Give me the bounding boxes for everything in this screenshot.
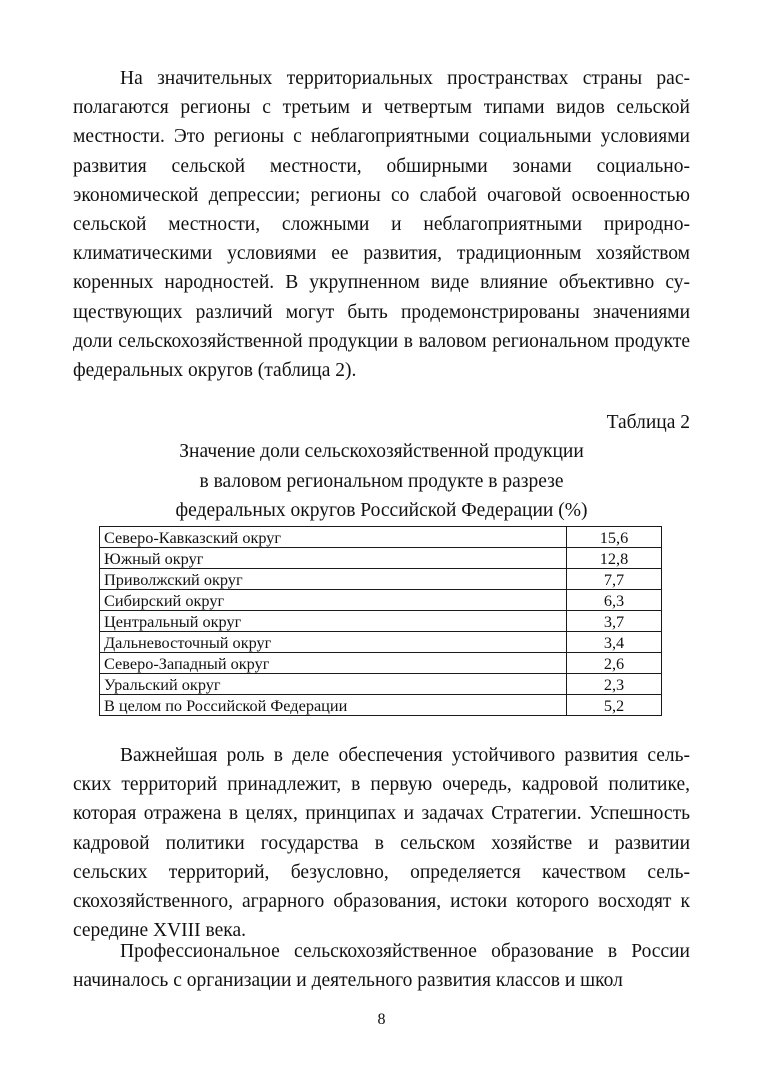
value-cell: 5,2 [567,695,662,716]
region-cell: Северо-Западный округ [100,653,567,674]
agri-share-table [99,526,662,716]
region-cell: Центральный округ [100,611,567,632]
region-cell: Сибирский округ [100,590,567,611]
table-row [100,548,662,569]
region-cell: Северо-Кавказский округ [100,527,567,548]
table-row [100,632,662,653]
table-row [100,527,662,548]
region-cell: Дальневосточный округ [100,632,567,653]
value-cell: 6,3 [567,590,662,611]
table-row [100,569,662,590]
table-row [100,611,662,632]
paragraph-personnel-policy: Важнейшая роль в деле обеспечения устойчивого развития сельских территорий принадлежит, в первую очередь, кадровой политике, которая отражена в целях, принципах и задачах Стратегии. Успешность кадровой политики государства в сельском хозяйстве и развитии сельских территорий, безусловно, определяется качеством сельскохозяйственного, аграрного образования, истоки которого восходят к середине XVIII века. [73,745,690,942]
table-caption [73,437,690,526]
value-cell: 7,7 [567,569,662,590]
table-row [100,653,662,674]
region-cell: В целом по Российской Федерации [100,695,567,716]
value-cell: 2,6 [567,653,662,674]
region-cell: Уральский округ [100,674,567,695]
table-row [100,674,662,695]
value-cell: 3,4 [567,632,662,653]
table-label: Таблица 2 [606,412,690,433]
table-caption-line: в валовом региональном продукте в разрезе [199,470,564,492]
paragraph-education-history: Профессиональное сельскохозяйственное образование в России начиналось с организации и деятельного развития классов и школ [73,941,690,992]
value-cell: 15,6 [567,527,662,548]
value-cell: 2,3 [567,674,662,695]
page-number: 8 [377,1011,386,1028]
table-row-total [100,695,662,716]
region-cell: Приволжский округ [100,569,567,590]
paragraph-regions: На значительных территориальных пространствах страны располагаются регионы с третьим и четвертым типами видов сельской местности. Это регионы с неблагоприятными социальными условиями развития сельской местности, обширными зонами социально-экономической депрессии; регионы со слабой очаговой освоенностью сельской местности, сложными и неблагоприятными природно-климатическими условиями ее развития, традиционным хозяйством коренных народностей. В укрупненном виде влияние объективно существующих различий могут быть продемонстрированы значениями доли сельскохозяйственной продукции в валовом региональном продукте федеральных округов (таблица 2). [73,68,690,382]
value-cell: 12,8 [567,548,662,569]
table-caption-line: Значение доли сельскохозяйственной продукции [179,441,584,462]
value-cell: 3,7 [567,611,662,632]
table-caption-line: федеральных округов Российской Федерации (%) [175,500,588,521]
table-row [100,590,662,611]
region-cell: Южный округ [100,548,567,569]
